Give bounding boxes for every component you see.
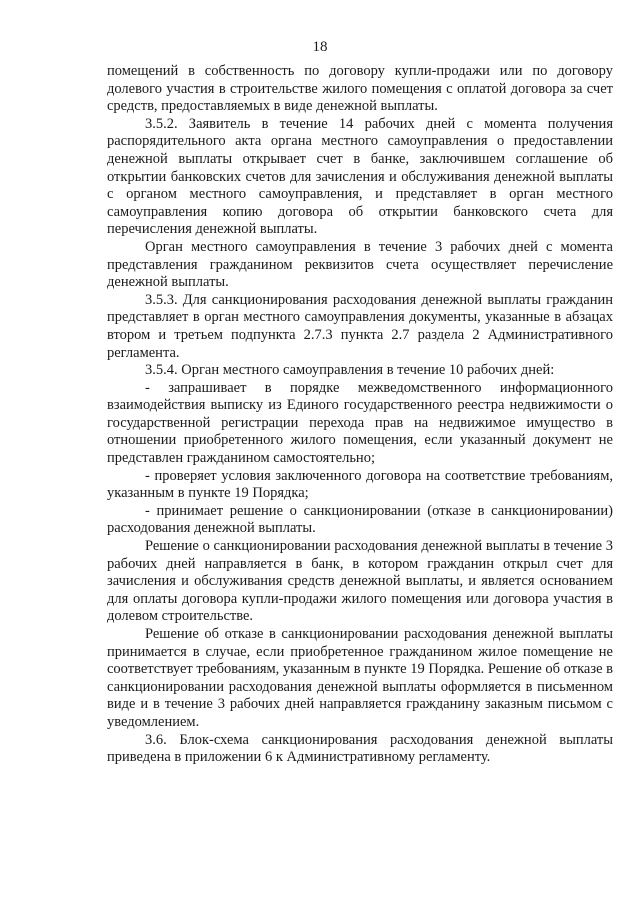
paragraph: - проверяет условия заключенного договора на соответствие требованиям, указанным в пункте 19 Порядка;: [107, 467, 613, 502]
paragraph: Орган местного самоуправления в течение 3 рабочих дней с момента представления гражданином реквизитов счета осуществляет перечисление денежной выплаты.: [107, 238, 613, 291]
paragraph: - принимает решение о санкционировании (отказе в санкционировании) расходования денежной выплаты.: [107, 502, 613, 537]
paragraph: 3.5.2. Заявитель в течение 14 рабочих дней с момента получения распорядительного акта органа местного самоуправления о предоставлении денежной выплаты открывает счет в банке, заключившем соглашение об открытии банковских счетов для зачисления и обслуживания денежной выплаты с органом местного самоуправления, и представляет в орган местного самоуправления копию договора об открытии банковского счета для перечисления денежной выплаты.: [107, 115, 613, 238]
document-body: [107, 63, 613, 767]
paragraph: 3.5.3. Для санкционирования расходования денежной выплаты гражданин представляет в орган местного самоуправления документы, указанные в абзацах втором и третьем подпункта 2.7.3 пункта 2.7 раздела 2 Административного регламента.: [107, 291, 613, 361]
page-number: 18: [312, 39, 328, 55]
paragraph: 3.5.4. Орган местного самоуправления в течение 10 рабочих дней:: [145, 362, 555, 379]
paragraph: помещений в собственность по договору купли-продажи или по договору долевого участия в строительстве жилого помещения с оплатой договора за счет средств, предоставляемых в виде денежной выплаты.: [107, 63, 613, 115]
paragraph: Решение о санкционировании расходования денежной выплаты в течение 3 рабочих дней направляется в банк, в котором гражданин открыл счет для зачисления и обслуживания средств денежной выплаты, и является основанием для оплаты договора купли-продажи жилого помещения или договора участия в долевом строительстве.: [107, 538, 613, 625]
paragraph: - запрашивает в порядке межведомственного информационного взаимодействия выписку из Единого государственного реестра недвижимости о государственной регистрации перехода прав на недвижимое имущество в отношении приобретенного жилого помещения, если указанный документ не представлен гражданином самостоятельно;: [107, 379, 613, 467]
paragraph: 3.6. Блок-схема санкционирования расходования денежной выплаты приведена в приложении 6 к Административному регламенту.: [107, 731, 613, 766]
paragraph: Решение об отказе в санкционировании расходования денежной выплаты принимается в случае, если приобретенное гражданином жилое помещение не соответствует требованиям, указанным в пункте 19 Порядка. Решение об отказе в санкционировании расходования денежной выплаты оформляется в письменном виде и в течение 3 рабочих дней направляется гражданину заказным письмом с уведомлением.: [107, 626, 613, 730]
